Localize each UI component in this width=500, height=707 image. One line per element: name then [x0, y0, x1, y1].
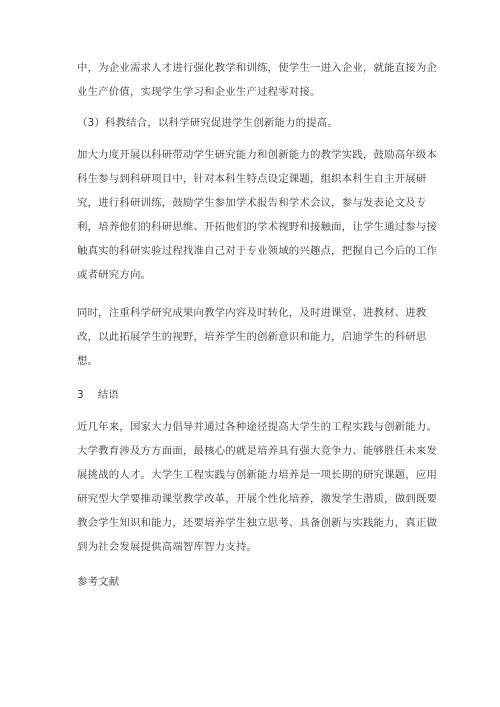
- paragraph-line: 大学教育涉及方方面面，最核心的就是培养具有强大竞争力、能够胜任未来发: [77, 445, 438, 457]
- paragraph-line: 改，以此拓展学生的视野，培养学生的创新意识和能力，启迪学生的科研思: [77, 331, 427, 343]
- paragraph-line: 想。: [77, 355, 99, 367]
- paragraph-line: 科生参与到科研项目中，针对本科生特点设定课题，组织本科生自主开展研: [77, 173, 427, 185]
- paragraph-line: 研究型大学要推动课堂教学改革，开展个性化培养，激发学生潜质，做到既要: [77, 493, 438, 505]
- paragraph-line: 到为社会发展提供高端智库智力支持。: [77, 541, 258, 553]
- paragraph-line: 同时，注重科学研究成果向教学内容及时转化，及时进课堂、进教材、进教: [77, 307, 427, 319]
- paragraph-line: 业生产价值，实现学生学习和企业生产过程零对接。: [77, 86, 321, 98]
- paragraph-line: 或者研究方向。: [77, 269, 152, 281]
- references-heading: 参考文献: [77, 576, 120, 588]
- paragraph-line: 近几年来，国家大力倡导并通过各种途径提高大学生的工程实践与创新能力。: [77, 421, 438, 433]
- paragraph-line: 利，培养他们的科研思维、开拓他们的学术视野和接触面，让学生通过参与接: [77, 221, 438, 233]
- section-heading: 3 结语: [77, 389, 120, 401]
- paragraph-line: 触真实的科研实验过程找准自己对于专业领域的兴趣点，把握自己今后的工作: [77, 245, 438, 257]
- paragraph-line: 中，为企业需求人才进行强化教学和训练，使学生一进入企业，就能直接为企: [77, 62, 438, 74]
- paragraph-line: 究，进行科研训练，鼓励学生参加学术报告和学术会议，参与发表论文及专: [77, 197, 427, 209]
- paragraph-line: 加大力度开展以科研带动学生研究能力和创新能力的教学实践，鼓励高年级本: [77, 149, 438, 161]
- subsection-heading: （3）科教结合，以科学研究促进学生创新能力的提高。: [77, 117, 338, 129]
- paragraph-line: 展挑战的人才。大学生工程实践与创新能力培养是一项长期的研究课题，应用: [77, 469, 438, 481]
- paragraph-line: 教会学生知识和能力，还要培养学生独立思考、具备创新与实践能力，真正做: [77, 517, 438, 529]
